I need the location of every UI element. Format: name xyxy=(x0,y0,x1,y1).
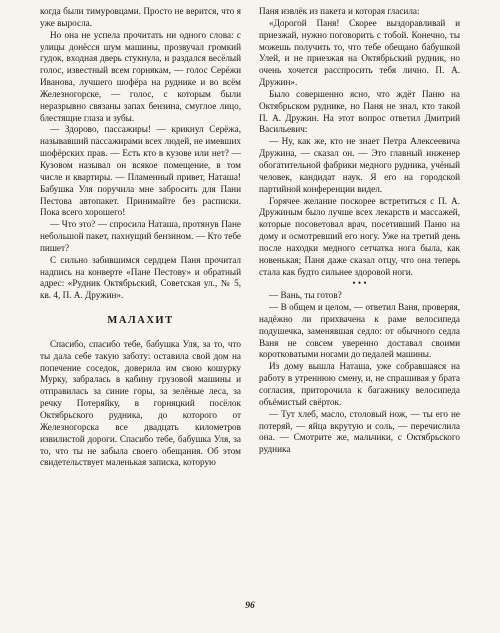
paragraph: Было совершенно ясно, что ждёт Паню на Октябрьском руднике, но Паня не знал, кто такой П. А. Дружин. На этот вопрос ответил Дмитрий Васильевич: xyxy=(259,88,460,135)
paragraph: С сильно забившимся сердцем Паня прочитал надпись на конверте «Пане Пестову» и обратный адрес: «Рудник Октябрьский, Советская ул., № 5, кв. 4, П. А. Дружин». xyxy=(40,254,241,301)
paragraph: Из дому вышла Наташа, уже собравшаяся на работу в утреннюю смену, и, не спрашивая у брата согласия, приторочила к багажнику велосипеда объёмистый свёрток. xyxy=(259,361,460,407)
paragraph: когда были тимуровцами. Просто не верится, что я уже выросла. xyxy=(40,6,241,28)
left-paragraphs-after xyxy=(40,339,241,469)
paragraph: — Тут хлеб, масло, столовый нож, — ты его не потеряй, — яйца вкрутую и соль, — перечислила она. — Смотрите же, мальчики, с Октябрьского рудника xyxy=(259,408,460,455)
paragraph: — Здорово, пассажиры! — крикнул Серёжа, называвший пассажирами всех людей, не имевших шофёрских прав. — Есть кто в кузове или нет? — Кузовом называл он всякое помещение, в том числе и квартиры. — Пламенный привет, Наташа! Бабушка Уля поручила мне забросить для Пани Пестова автопакет. Принимайте без расписки. Пока всего хорошего! xyxy=(40,124,241,218)
paragraph: Паня извлёк из пакета и которая гласила: xyxy=(259,6,420,16)
paragraph: — В общем и целом, — ответил Ваня, проверяя, надёжно ли прихвачена к раме велосипеда подушечка, заменявшая седло: от обычного седла Ваня не совсем уверенно доставал своими коротковатыми ногами до педалей машины. xyxy=(259,302,460,360)
paragraph: Горячее желание поскорее встретиться с П. А. Дружиным было лучше всех лекарств и массажей, которые посоветовал врач, посетивший Паню на дому и осмотревший его ногу. Уже на третий день после находки медного сетчатка нога была, как новенькая; Паня даже сказал отцу, что она теперь стала как будто сильнее здоровой ноги. xyxy=(259,195,460,277)
left-column xyxy=(40,6,241,596)
left-paragraphs-before xyxy=(40,6,241,302)
paragraph: — Вань, ты готов? xyxy=(269,290,342,301)
paragraph: «Дорогой Паня! Скорее выздоравливай и приезжай, нужно поговорить с тобой. Конечно, ты можешь получить то, что тебе обещано бабушкой Улей, и не приезжая на Октябрьский рудник, но очень хочется расспросить тебя лично. П. А. Дружин». xyxy=(259,17,460,88)
paragraph: — Ну, как же, кто не знает Петра Алексеевича Дружина, — сказал он. — Это главный инженер обогатительной фабрики медного рудника, учёный человек, кандидат наук. Я его на городской партийной конференции видел. xyxy=(259,136,460,194)
paragraph: Спасибо, спасибо тебе, бабушка Уля, за то, что ты дала себе такую заботу: оставила свой дом на попечение соседок, доверила им свою кошурку Мурку, забралась в кабину грузовой машины и отправилась за синие горы, за зелёные леса, за речку Потеряйку, в горняцкий посёлок Октябрьского рудника, до которого от Железногорска все двадцать километров извилистой дороги. Спасибо тебе, бабушка Уля, за то, что ты не забыла своего обещания. Об этом свидетельствует маленькая записка, которую xyxy=(40,338,241,468)
paragraph: — Что это? — спросила Наташа, протянув Пане небольшой пакет, пахнущий бензином. — Кто тебе пишет? xyxy=(40,219,241,253)
text-columns xyxy=(40,6,460,596)
chapter-heading: МАЛАХИТ xyxy=(107,315,174,327)
paragraph: Но она не успела прочитать ни одного слова: с улицы донёсся шум машины, прозвучал громкий гудок, входная дверь стукнула, и раздался весёлый голос, известный всем горнякам, — голос Серёжи Иванова, лучшего шофёра на руднике и во всём Железногорске, — голос, с которым были неразрывно связаны запах бензина, смуглое лицо, блестящие глаза и зубы. xyxy=(40,29,241,123)
right-column xyxy=(259,6,460,596)
paragraph: • • • xyxy=(352,278,367,289)
page-number: 96 xyxy=(245,601,255,611)
